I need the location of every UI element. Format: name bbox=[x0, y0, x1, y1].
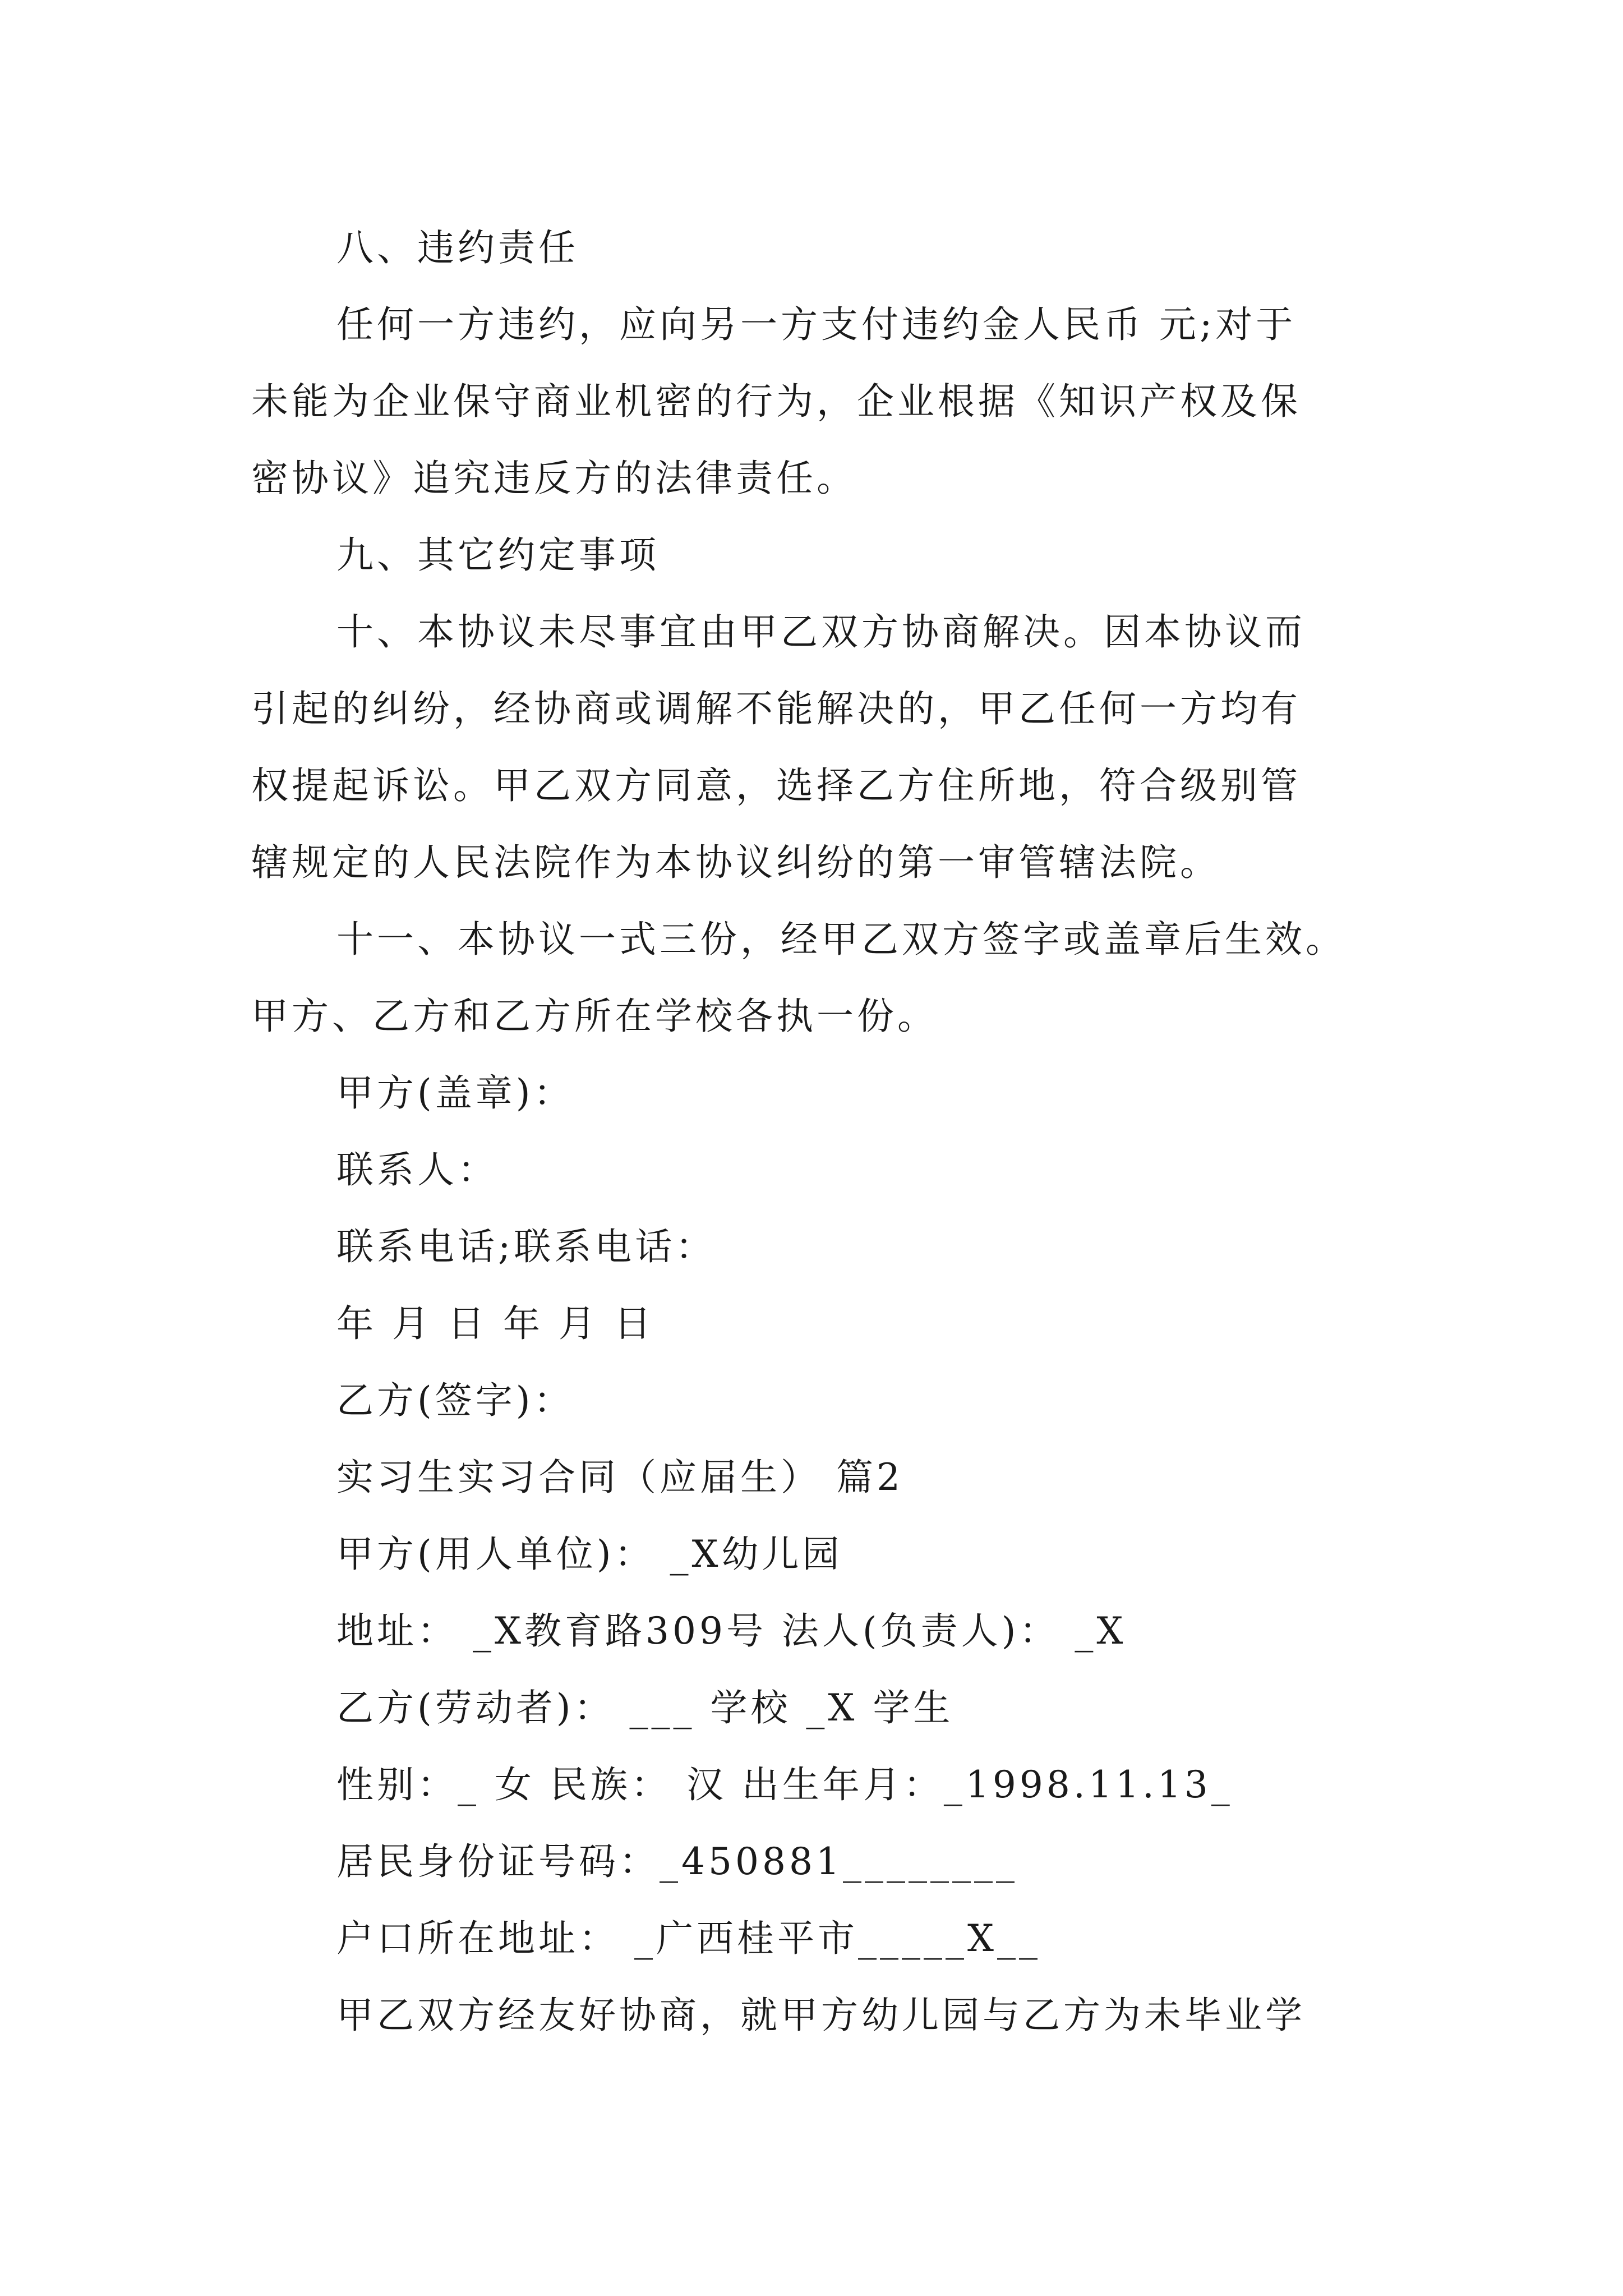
document-body bbox=[251, 209, 1378, 2054]
field-household-address: 户口所在地址： _广西桂平市_____X__ bbox=[336, 1917, 1041, 1960]
contract-title: 实习生实习合同（应届生） 篇2 bbox=[336, 1456, 903, 1499]
field-address: 地址： _X教育路309号 法人(负责人)： _X bbox=[336, 1609, 1127, 1653]
body-line: 未能为企业保守商业机密的行为，企业根据《知识产权及保 bbox=[251, 380, 1301, 423]
signature-contact: 联系人： bbox=[336, 1148, 498, 1191]
field-gender-birth: 性别：_ 女 民族： 汉 出生年月：_1998.11.13_ bbox=[336, 1763, 1233, 1806]
body-line: 辖规定的人民法院作为本协议纠纷的第一审管辖法院。 bbox=[251, 841, 1220, 884]
body-line: 引起的纠纷，经协商或调解不能解决的，甲乙任何一方均有 bbox=[251, 687, 1301, 730]
signature-date: 年 月 日 年 月 日 bbox=[336, 1302, 654, 1345]
body-line: 十一、本协议一式三份，经甲乙双方签字或盖章后生效。 bbox=[336, 918, 1346, 961]
section-heading-breach: 八、违约责任 bbox=[336, 226, 579, 269]
body-line: 甲方、乙方和乙方所在学校各执一份。 bbox=[251, 995, 938, 1038]
body-line: 十、本协议未尽事宜由甲乙双方协商解决。因本协议而 bbox=[336, 610, 1306, 654]
signature-party-a: 甲方(盖章)： bbox=[336, 1071, 574, 1115]
signature-party-b: 乙方(签字)： bbox=[336, 1379, 574, 1422]
body-line: 权提起诉讼。甲乙双方同意，选择乙方住所地，符合级别管 bbox=[251, 764, 1301, 807]
body-line: 任何一方违约，应向另一方支付违约金人民币 元;对于 bbox=[336, 303, 1297, 346]
body-line: 密协议》追究违反方的法律责任。 bbox=[251, 457, 857, 500]
field-id-number: 居民身份证号码：_450881________ bbox=[336, 1840, 1018, 1883]
field-employer: 甲方(用人单位)： _X幼儿园 bbox=[336, 1533, 843, 1576]
body-line: 甲乙双方经友好协商，就甲方幼儿园与乙方为未毕业学 bbox=[336, 1994, 1306, 2037]
section-heading-other: 九、其它约定事项 bbox=[336, 533, 660, 577]
field-worker: 乙方(劳动者)： ___ 学校 _X 学生 bbox=[336, 1686, 954, 1729]
signature-phone: 联系电话;联系电话： bbox=[336, 1225, 716, 1268]
